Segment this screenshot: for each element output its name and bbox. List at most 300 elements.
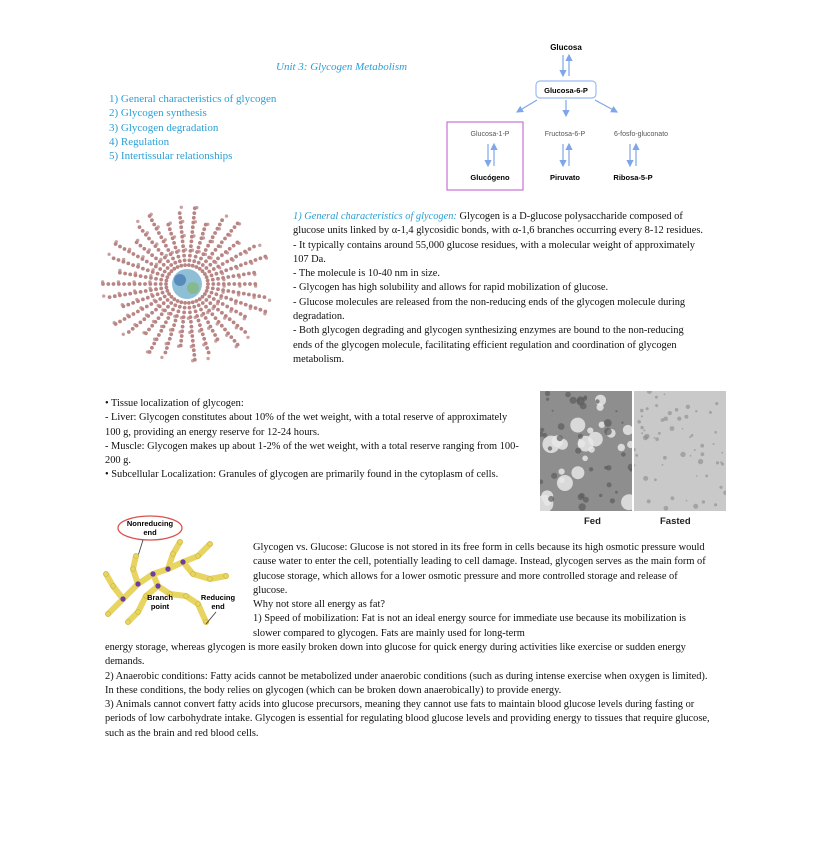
texture-dot bbox=[641, 415, 643, 417]
glucose-unit bbox=[191, 300, 195, 304]
glucose-unit bbox=[146, 314, 150, 318]
glucose-unit bbox=[216, 227, 220, 231]
glucose-unit bbox=[179, 225, 183, 229]
glucose-unit bbox=[169, 232, 173, 236]
section1-point: - It typically contains around 55,000 glucose residues, with a molecular weight of approximately 107 Da. bbox=[293, 239, 695, 265]
glucose-unit bbox=[118, 271, 122, 275]
glucose-unit bbox=[220, 253, 224, 257]
texture-dot bbox=[664, 506, 669, 511]
texture-dot bbox=[548, 446, 552, 450]
glucose-unit bbox=[195, 250, 199, 254]
glucose-unit bbox=[127, 315, 131, 319]
glucose-unit bbox=[157, 231, 161, 235]
glucose-unit bbox=[128, 292, 132, 296]
texture-dot bbox=[668, 411, 672, 415]
glucose-unit bbox=[206, 320, 210, 324]
texture-dot bbox=[640, 426, 643, 429]
texture-dot bbox=[551, 473, 557, 479]
comparison-line: 3) Animals cannot convert fatty acids into glucose precursors, meaning they cannot use fats to maintain blood glucose levels during fasting or periods of low carbohydrate intake. Glycogen is essential for regulating blood glucose levels and providing energy to tissues that require glucose, such as the brain and red blood cells. bbox=[105, 699, 710, 739]
comparison-text bbox=[253, 541, 708, 641]
granule bbox=[570, 418, 585, 433]
glucose-unit bbox=[158, 297, 162, 301]
glucose-unit bbox=[184, 594, 189, 599]
glucose-unit bbox=[243, 330, 247, 334]
glucose-unit bbox=[141, 307, 145, 311]
glucose-unit bbox=[190, 230, 194, 234]
glucose-unit bbox=[190, 334, 194, 338]
glucose-unit bbox=[172, 241, 176, 245]
glucose-unit bbox=[159, 282, 163, 286]
glucose-unit bbox=[211, 278, 215, 282]
glucose-unit bbox=[146, 268, 150, 272]
glucose-unit bbox=[204, 248, 208, 252]
glucose-unit bbox=[201, 263, 205, 267]
glucose-unit bbox=[166, 342, 170, 346]
glucose-unit bbox=[237, 273, 241, 277]
glucose-unit bbox=[213, 231, 217, 235]
glucose-unit bbox=[139, 321, 143, 325]
glucose-unit bbox=[206, 282, 210, 286]
glucose-unit bbox=[217, 282, 221, 286]
texture-dot bbox=[546, 398, 549, 401]
glucose-unit bbox=[166, 266, 170, 270]
glucose-unit bbox=[216, 257, 220, 261]
glucose-unit bbox=[224, 296, 228, 300]
texture-dot bbox=[658, 432, 661, 435]
glucose-unit bbox=[219, 270, 223, 274]
glucose-unit bbox=[193, 358, 197, 362]
glucose-unit bbox=[226, 331, 230, 335]
glucose-unit bbox=[169, 312, 173, 316]
glucose-unit bbox=[188, 311, 192, 315]
glucose-unit bbox=[150, 324, 154, 328]
glucose-unit bbox=[189, 315, 193, 319]
glucose-unit bbox=[166, 316, 170, 320]
glucose-unit bbox=[206, 286, 210, 290]
glucose-unit bbox=[188, 259, 192, 263]
section1-heading: 1) General characteristics of glycogen: bbox=[293, 211, 457, 222]
glucose-unit bbox=[202, 227, 206, 231]
glucose-unit bbox=[191, 225, 195, 229]
glucose-unit bbox=[173, 303, 177, 307]
granule bbox=[559, 469, 565, 475]
pathway-product: Ribosa-5-P bbox=[613, 173, 653, 182]
glucose-unit bbox=[183, 259, 187, 263]
glucose-unit bbox=[154, 282, 158, 286]
texture-dot bbox=[595, 399, 599, 403]
glucose-unit bbox=[144, 233, 148, 237]
glucose-unit bbox=[208, 301, 212, 305]
glucose-unit bbox=[154, 320, 158, 324]
glucose-unit bbox=[253, 282, 257, 286]
glucose-unit bbox=[244, 303, 248, 307]
glucose-unit bbox=[210, 312, 214, 316]
texture-dot bbox=[709, 411, 712, 414]
branch-point-marker bbox=[180, 559, 185, 564]
texture-dot bbox=[700, 444, 704, 448]
glucose-unit bbox=[207, 309, 211, 313]
glucose-unit bbox=[180, 235, 184, 239]
glucose-unit bbox=[190, 329, 194, 333]
arrow bbox=[517, 100, 537, 112]
glucose-unit bbox=[236, 343, 240, 347]
glucose-unit bbox=[191, 572, 196, 577]
texture-dot bbox=[714, 431, 717, 434]
toc-item[interactable]: 1) General characteristics of glycogen bbox=[109, 93, 277, 105]
texture-dot bbox=[677, 417, 681, 421]
glucose-unit bbox=[178, 305, 182, 309]
comparison-line: 2) Anaerobic conditions: Fatty acids cannot be metabolized under anaerobic conditions (such as during intense exercise when oxygen is limited). In these conditions, the body relies on glycogen (which can be broken down anaerobically) to provide energy. bbox=[105, 670, 708, 696]
glucose-unit bbox=[204, 305, 208, 309]
glycogen-molecule-image bbox=[92, 196, 282, 371]
glucose-unit bbox=[134, 291, 138, 295]
toc-item[interactable]: 5) Intertissular relationships bbox=[109, 150, 233, 163]
glucose-unit bbox=[252, 245, 256, 249]
granule bbox=[578, 440, 586, 448]
glucose-unit bbox=[199, 257, 203, 261]
glucose-unit bbox=[206, 244, 210, 248]
glucose-unit bbox=[183, 263, 187, 267]
arrow bbox=[595, 100, 617, 112]
glucose-unit bbox=[220, 311, 224, 315]
branch-point-marker bbox=[150, 571, 155, 576]
texture-dot bbox=[695, 410, 697, 412]
glucose-unit bbox=[102, 294, 105, 297]
glucose-unit bbox=[106, 612, 111, 617]
glucose-unit bbox=[242, 273, 246, 277]
glucose-unit bbox=[161, 274, 165, 278]
glucose-unit bbox=[127, 330, 131, 334]
glucose-unit bbox=[154, 265, 158, 269]
glucose-unit bbox=[197, 303, 201, 307]
glucose-unit bbox=[151, 294, 155, 298]
glucose-unit bbox=[247, 293, 251, 297]
branch-point-marker bbox=[165, 566, 170, 571]
glucose-unit bbox=[192, 353, 196, 357]
glucose-unit bbox=[136, 255, 140, 259]
glucose-unit bbox=[149, 276, 153, 280]
texture-dot bbox=[694, 449, 696, 451]
glucose-unit bbox=[246, 336, 249, 339]
glucose-unit bbox=[222, 282, 226, 286]
texture-dot bbox=[552, 410, 554, 412]
pathway-branch: Fructosa-6-P bbox=[544, 131, 586, 138]
texture-dot bbox=[604, 419, 612, 427]
glucose-unit bbox=[157, 333, 161, 337]
glucose-unit bbox=[263, 310, 267, 314]
glucose-unit bbox=[159, 235, 163, 239]
glucose-unit bbox=[171, 308, 175, 312]
glucose-unit bbox=[146, 296, 150, 300]
section1-point: - Glucose molecules are released from the non-reducing ends of the glycogen molecule during degradation. bbox=[293, 296, 686, 323]
glucose-unit bbox=[160, 252, 164, 256]
glucose-unit bbox=[225, 214, 228, 217]
glucose-unit bbox=[228, 317, 232, 321]
glucose-unit bbox=[114, 242, 118, 246]
glucose-unit bbox=[160, 312, 164, 316]
glucose-unit bbox=[210, 291, 214, 295]
texture-dot bbox=[542, 433, 547, 438]
glucose-unit bbox=[152, 223, 156, 227]
glucose-unit bbox=[202, 337, 206, 341]
granule bbox=[582, 456, 588, 462]
glucose-unit bbox=[104, 572, 109, 577]
glucose-unit bbox=[122, 260, 126, 264]
glucose-unit bbox=[168, 227, 172, 231]
glucose-unit bbox=[147, 237, 151, 241]
texture-dot bbox=[714, 503, 717, 506]
glucose-unit bbox=[148, 282, 152, 286]
glucose-unit bbox=[175, 250, 179, 254]
granule bbox=[597, 404, 604, 411]
glucose-unit bbox=[179, 339, 183, 343]
glucose-unit bbox=[166, 259, 170, 263]
page-title: Unit 3: Glycogen Metabolism bbox=[276, 61, 408, 73]
glucose-unit bbox=[229, 267, 233, 271]
glucose-unit bbox=[190, 240, 194, 244]
glucose-unit bbox=[178, 259, 182, 263]
texture-dot bbox=[691, 434, 694, 437]
glucose-unit bbox=[123, 293, 127, 297]
glucose-unit bbox=[268, 299, 271, 302]
glucose-unit bbox=[180, 329, 184, 333]
glucose-unit bbox=[195, 299, 199, 303]
glucose-unit bbox=[219, 294, 223, 298]
glucose-unit bbox=[150, 311, 154, 315]
glucose-unit bbox=[171, 552, 176, 557]
glucose-unit bbox=[122, 282, 126, 286]
glucose-unit bbox=[259, 256, 263, 260]
glucose-unit bbox=[206, 357, 209, 360]
glucose-unit bbox=[216, 287, 220, 291]
glucose-unit bbox=[211, 235, 215, 239]
glucose-unit bbox=[243, 250, 247, 254]
glucose-unit bbox=[183, 306, 187, 310]
glucose-unit bbox=[157, 316, 161, 320]
texture-dot bbox=[705, 475, 708, 478]
texture-dot bbox=[693, 504, 698, 509]
texture-dot bbox=[599, 494, 602, 497]
texture-dot bbox=[715, 402, 718, 405]
glucose-unit bbox=[101, 282, 105, 286]
glucose-unit bbox=[211, 282, 215, 286]
glucose-unit bbox=[236, 324, 240, 328]
texture-dot bbox=[647, 499, 651, 503]
glucose-unit bbox=[157, 248, 161, 252]
glucose-unit bbox=[207, 351, 211, 355]
glucose-unit bbox=[123, 247, 127, 251]
glucose-unit bbox=[249, 304, 253, 308]
glucose-unit bbox=[254, 306, 258, 310]
texture-dot bbox=[610, 498, 615, 503]
toc-item[interactable]: 3) Glycogen degradation bbox=[109, 121, 219, 134]
glucose-unit bbox=[133, 282, 137, 286]
glucose-unit bbox=[233, 225, 237, 229]
glucose-unit bbox=[141, 298, 145, 302]
glucose-unit bbox=[234, 265, 238, 269]
glucose-unit bbox=[131, 263, 135, 267]
glucose-unit bbox=[209, 240, 213, 244]
glucose-unit bbox=[232, 321, 236, 325]
glucose-unit bbox=[226, 233, 230, 237]
glucose-unit bbox=[237, 291, 241, 295]
glucose-unit bbox=[180, 206, 183, 209]
texture-dot bbox=[684, 415, 688, 419]
glucose-unit bbox=[138, 282, 142, 286]
glucose-unit bbox=[169, 252, 173, 256]
glucose-unit bbox=[188, 254, 192, 258]
glucose-unit bbox=[149, 288, 153, 292]
section1-point: - Both glycogen degrading and glycogen synthesizing enzymes are bound to the non-reducing ends of the glycogen molecule, facilitating efficient regulation and coordination of glycogen metabolism. bbox=[293, 325, 684, 365]
toc-item[interactable]: 2) Glycogen synthesis bbox=[109, 107, 207, 120]
glucose-unit bbox=[148, 350, 152, 354]
glucose-unit bbox=[136, 310, 140, 314]
texture-dot bbox=[654, 478, 657, 481]
glucose-unit bbox=[239, 312, 243, 316]
glucose-unit bbox=[210, 252, 214, 256]
texture-dot bbox=[661, 418, 665, 422]
glucose-unit bbox=[236, 222, 240, 226]
glucose-unit bbox=[194, 310, 198, 314]
glucose-unit bbox=[158, 305, 162, 309]
glucose-unit bbox=[192, 211, 196, 215]
glucose-unit bbox=[200, 236, 204, 240]
glucose-unit bbox=[136, 220, 139, 223]
glucose-unit bbox=[239, 252, 243, 256]
glucose-unit bbox=[197, 261, 201, 265]
glucose-unit bbox=[214, 316, 218, 320]
glucose-unit bbox=[212, 260, 216, 264]
glucose-unit bbox=[179, 221, 183, 225]
glucose-unit bbox=[226, 275, 230, 279]
glucose-unit bbox=[175, 314, 179, 318]
texture-dot bbox=[686, 405, 690, 409]
glucose-unit bbox=[147, 328, 151, 332]
glucose-unit bbox=[145, 260, 149, 264]
glucose-unit bbox=[205, 346, 209, 350]
glucose-unit bbox=[254, 258, 258, 262]
glucose-unit bbox=[216, 308, 220, 312]
glucose-unit bbox=[159, 287, 163, 291]
glucose-unit bbox=[259, 308, 263, 312]
glucose-unit bbox=[196, 602, 201, 607]
glucose-unit bbox=[145, 305, 149, 309]
glucose-unit bbox=[150, 218, 154, 222]
glucose-unit bbox=[117, 282, 121, 286]
glucose-unit bbox=[212, 305, 216, 309]
glucose-unit bbox=[134, 273, 138, 277]
glucose-unit bbox=[154, 300, 158, 304]
glucose-unit bbox=[172, 323, 176, 327]
reducing-label: Reducing bbox=[200, 593, 236, 602]
glucose-unit bbox=[234, 310, 238, 314]
branch-label: point bbox=[150, 602, 170, 611]
glucose-unit bbox=[204, 259, 208, 263]
glucose-unit bbox=[191, 221, 195, 225]
glucose-unit bbox=[143, 282, 147, 286]
comparison-line: energy storage, whereas glycogen is more easily broken down into glucose for quick energy during activities like exercise or sudden energy demands. bbox=[105, 642, 686, 668]
glucose-unit bbox=[214, 248, 218, 252]
glucose-unit bbox=[154, 277, 158, 281]
micrograph-fed bbox=[540, 391, 632, 511]
glucose-unit bbox=[221, 262, 225, 266]
glucose-unit bbox=[155, 227, 159, 231]
glucose-unit bbox=[212, 267, 216, 271]
texture-dot bbox=[680, 452, 685, 457]
glucose-unit bbox=[239, 327, 243, 331]
glucose-unit bbox=[169, 332, 173, 336]
glucose-unit bbox=[181, 244, 185, 248]
glucose-unit bbox=[220, 218, 224, 222]
glucose-unit bbox=[171, 328, 175, 332]
texture-dot bbox=[643, 429, 645, 431]
glucose-unit bbox=[182, 311, 186, 315]
glucose-unit bbox=[165, 279, 169, 283]
texture-dot bbox=[702, 500, 705, 503]
branch-point-marker bbox=[155, 583, 160, 588]
glucose-unit bbox=[252, 293, 256, 297]
glucose-unit bbox=[189, 320, 193, 324]
tissue-line: - Liver: Glycogen constitutes about 10% of the wet weight, with a total reserve of approximately 100 g, providing an energy reserve for 12-24 hours. bbox=[105, 412, 508, 438]
glucose-unit bbox=[122, 333, 125, 336]
texture-dot bbox=[670, 426, 675, 431]
glucose-unit bbox=[238, 282, 242, 286]
glucose-unit bbox=[113, 294, 117, 298]
glucose-unit bbox=[201, 332, 205, 336]
glucose-unit bbox=[220, 240, 224, 244]
texture-dot bbox=[644, 434, 649, 439]
glucose-unit bbox=[169, 263, 173, 267]
glucose-unit bbox=[156, 272, 160, 276]
glucose-unit bbox=[136, 299, 140, 303]
tissue-line: - Muscle: Glycogen makes up about 1-2% of the wet weight, with a total reserve ranging from 100-200 g. bbox=[105, 440, 519, 467]
glucose-unit bbox=[172, 267, 176, 271]
glucose-unit bbox=[229, 298, 233, 302]
glucose-unit bbox=[163, 309, 167, 313]
glucose-unit bbox=[208, 263, 212, 267]
glucose-unit bbox=[188, 306, 192, 310]
glucose-unit bbox=[180, 230, 184, 234]
glucose-unit bbox=[232, 290, 236, 294]
glucose-unit bbox=[242, 292, 246, 296]
glucose-unit bbox=[168, 337, 172, 341]
glucose-unit bbox=[201, 232, 205, 236]
glucose-unit bbox=[150, 346, 154, 350]
texture-dot bbox=[655, 404, 658, 407]
texture-dot bbox=[662, 464, 664, 466]
texture-dot bbox=[720, 461, 722, 463]
glucose-unit bbox=[208, 542, 213, 547]
glucose-unit bbox=[146, 250, 150, 254]
texture-dot bbox=[654, 437, 656, 439]
glucose-unit bbox=[232, 274, 236, 278]
toc-item[interactable]: 4) Regulation bbox=[109, 135, 170, 148]
glucose-unit bbox=[112, 256, 116, 260]
glucose-unit bbox=[243, 282, 247, 286]
pathway-product: Piruvato bbox=[549, 173, 581, 182]
glucose-unit bbox=[151, 270, 155, 274]
glucose-unit bbox=[136, 610, 141, 615]
micrograph-label-fed: Fed bbox=[584, 516, 601, 527]
glucose-unit bbox=[191, 264, 195, 268]
glucose-unit bbox=[215, 272, 219, 276]
glucose-unit bbox=[127, 282, 131, 286]
glucose-unit bbox=[148, 214, 152, 218]
texture-dot bbox=[690, 455, 692, 457]
texture-dot bbox=[641, 432, 643, 434]
glucose-unit bbox=[232, 282, 236, 286]
glucose-unit bbox=[225, 305, 229, 309]
